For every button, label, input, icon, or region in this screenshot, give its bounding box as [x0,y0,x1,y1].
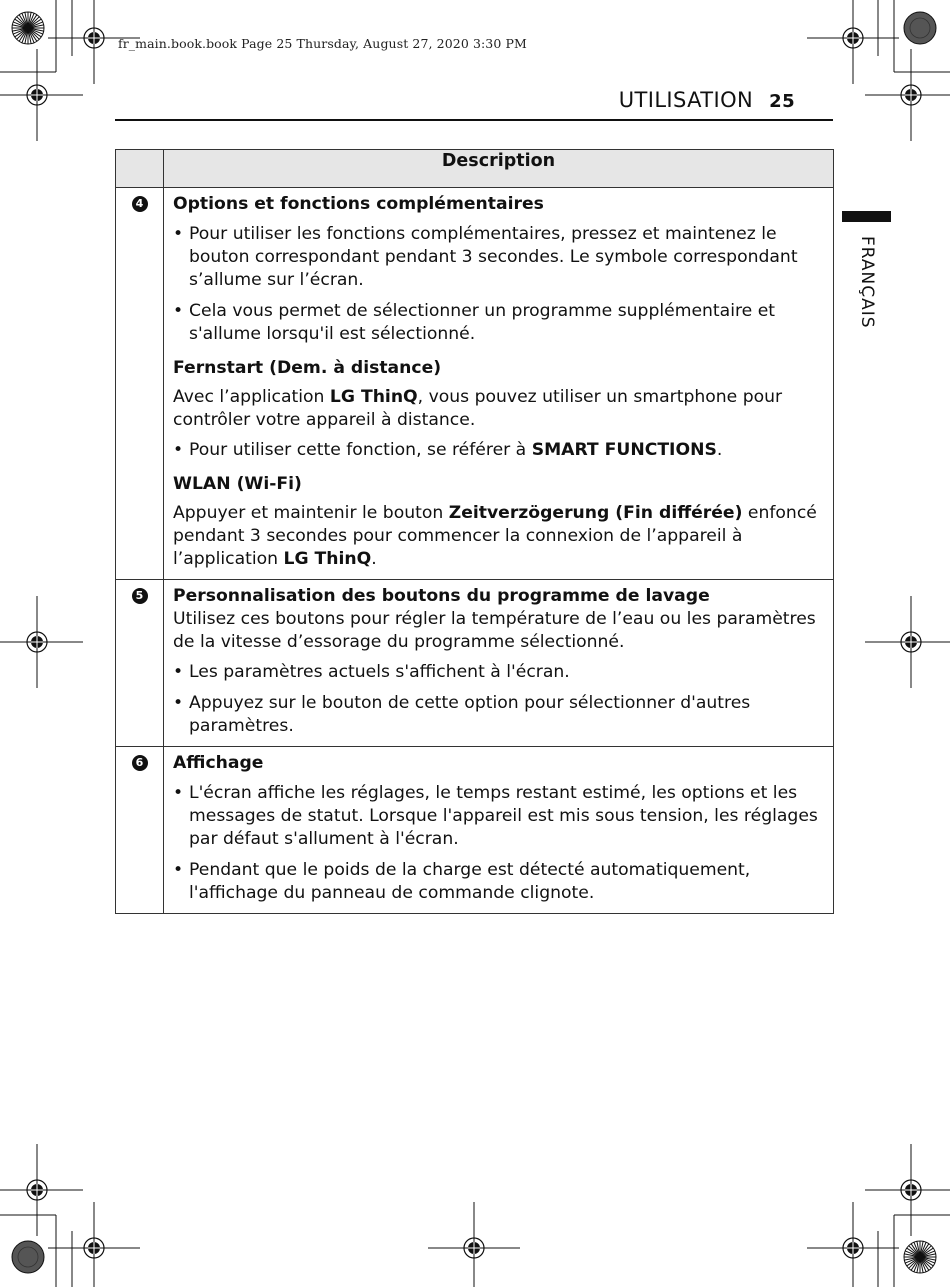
fernstart-text [173,386,823,432]
page-number: 25 [769,91,795,112]
row-content [164,188,834,580]
row-number-cell [116,747,164,914]
row-content [164,580,834,747]
list-item [173,439,823,462]
number-badge-5: 5 [132,588,148,604]
table-row [116,188,834,580]
row-content [164,747,834,914]
section-title: UTILISATION [618,88,754,112]
table-row [116,747,834,914]
list-item: • Appuyez sur le bouton de cette option pour sélectionner d'autres paramètres. [173,692,823,738]
list-item: • Les paramètres actuels s'affichent à l'écran. [173,661,823,684]
text-run: Pour utiliser cette fonction, se référer à [189,440,532,460]
text-run: enfoncé pendant 3 secondes pour commencer la connexion de l’appareil à l’application [173,503,817,569]
number-badge-6: 6 [132,755,148,771]
page-header [619,88,795,112]
description-column-header: Description [164,150,834,188]
row-heading: Options et fonctions complémentaires [173,194,544,214]
text-run-bold: LG ThinQ [329,387,418,407]
row-heading: Personnalisation des boutons du programme de lavage [173,586,710,606]
text-run: . [371,549,377,569]
bullet-list [173,661,823,738]
header-rule [115,119,833,121]
text-run-bold: LG ThinQ [283,549,372,569]
text-run: , vous pouvez utiliser un smartphone pour contrôler votre appareil à distance. [173,387,783,430]
row-number-cell [116,580,164,747]
bullet-list [173,439,823,462]
text-run-bold: Zeitverzögerung (Fin différée) [448,503,743,523]
list-item: • Pendant que le poids de la charge est détecté automatiquement, l'affichage du panneau de commande clignote. [173,859,823,905]
wlan-heading: WLAN (Wi-Fi) [173,474,302,494]
row-heading: Affichage [173,753,264,773]
language-tab: FRANÇAIS [857,236,877,329]
fernstart-heading: Fernstart (Dem. à distance) [173,358,442,378]
bullet-list [173,782,823,905]
table-header-row [116,150,834,188]
text-run: . [716,440,723,460]
row-number-cell [116,188,164,580]
list-item: • L'écran affiche les réglages, le temps restant estimé, les options et les messages de statut. Lorsque l'appareil est mis sous tension, les réglages par défaut s'allument à l'écran. [173,782,823,851]
list-item: • Cela vous permet de sélectionner un programme supplémentaire et s'allume lorsqu'il est sélectionné. [173,300,823,346]
text-run-bold: SMART FUNCTIONS [531,440,717,460]
text-run: Appuyer et maintenir le bouton [173,503,449,523]
print-slug: fr_main.book.book Page 25 Thursday, August 27, 2020 3:30 PM [118,36,527,51]
wlan-text [173,502,823,571]
table-row [116,580,834,747]
language-tab-bar [842,211,891,222]
description-table [115,149,834,914]
row-text: Utilisez ces boutons pour régler la température de l’eau ou les paramètres de la vitesse d’essorage du programme sélectionné. [173,609,816,652]
text-run: Avec l’application [173,387,330,407]
bullet-list [173,223,823,346]
list-item: • Pour utiliser les fonctions complémentaires, pressez et maintenez le bouton correspondant pendant 3 secondes. Le symbole correspondant s’allume sur l’écran. [173,223,823,292]
number-column-header [116,150,164,188]
number-badge-4: 4 [132,196,148,212]
